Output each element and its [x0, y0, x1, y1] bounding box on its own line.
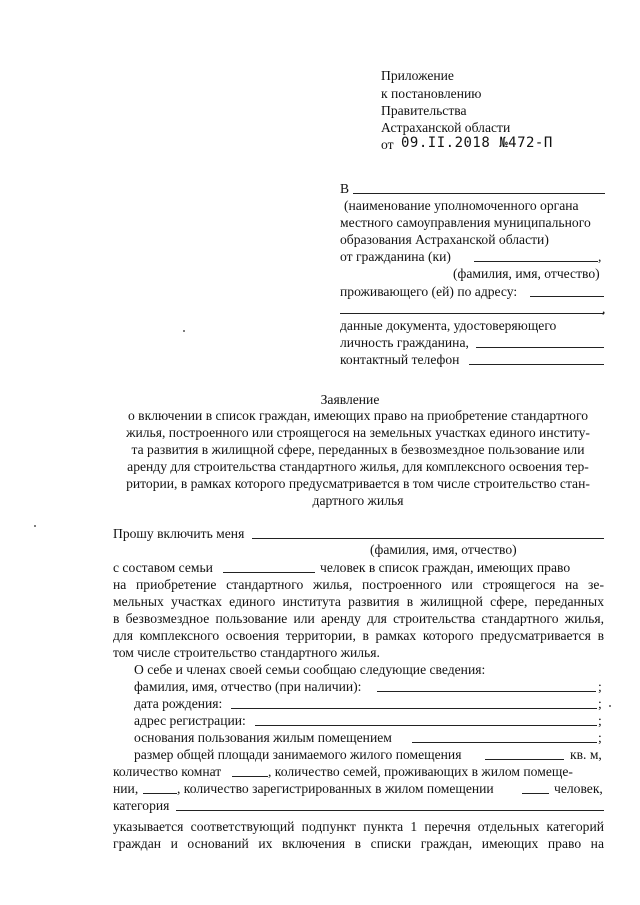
- field-fio-line: [377, 691, 596, 692]
- org-hint-2: местного самоуправления муниципального: [340, 215, 591, 230]
- from-name-hint: (фамилия, имя, отчество): [453, 266, 600, 281]
- final-line-1: указывается соответствующий подпункт пункта 1 перечня отдельных категорий: [113, 819, 604, 834]
- statement-subtitle-2: жилья, построенного или строящегося на земельных участках единого институ-: [126, 425, 590, 440]
- field-birth-semicolon: ;: [598, 696, 602, 711]
- statement-subtitle-4: аренду для строительства стандартного жилья, для комплексного освоения тер-: [127, 459, 589, 474]
- annex-line-3: Правительства: [381, 103, 467, 118]
- field-fio-label: фамилия, имя, отчество (при наличии):: [134, 679, 362, 694]
- info-intro: О себе и членах своей семьи сообщаю следующие сведения:: [134, 662, 486, 677]
- families-blank-line: [143, 793, 177, 794]
- paragraph-line-4: для комплексного освоения территории, в рамках которого предусматривается в: [113, 628, 604, 643]
- org-blank-line: [353, 193, 605, 194]
- phone-label: контактный телефон: [340, 352, 460, 367]
- org-hint-1: (наименование уполномоченного органа: [344, 198, 579, 213]
- category-label: категория: [113, 798, 170, 813]
- statement-subtitle-5: ритории, в рамках которого предусматривается в том числе строительство стан-: [126, 476, 590, 491]
- area-blank-line: [485, 759, 564, 760]
- statement-subtitle-1: о включении в список граждан, имеющих право на приобретение стандартного: [127, 408, 589, 423]
- rooms-blank-line: [232, 776, 268, 777]
- premises-word: нии,: [113, 781, 139, 796]
- annex-date-prefix: от: [381, 137, 394, 152]
- paragraph-last-line: том числе строительство стандартного жилья.: [113, 645, 380, 660]
- registered-label: , количество зарегистрированных в жилом помещении: [177, 781, 494, 796]
- final-line-2: граждан и оснований их включения в списки граждан, имеющих право на: [113, 836, 604, 851]
- annex-line-1: Приложение: [381, 68, 454, 83]
- doc-hint-2: личность гражданина,: [340, 335, 469, 350]
- address-label: проживающего (ей) по адресу:: [340, 284, 518, 299]
- from-comma: ,: [598, 249, 602, 264]
- annex-line-2: к постановлению: [381, 86, 482, 101]
- category-blank-line: [176, 810, 604, 811]
- area-unit: кв. м,: [570, 747, 602, 762]
- annex-date-stamp: 09.II.2018 №472-П: [401, 135, 553, 151]
- family-rest: человек в список граждан, имеющих право: [320, 560, 571, 575]
- request-hint: (фамилия, имя, отчество): [370, 542, 517, 557]
- statement-subtitle-3: та развития в жилищной сфере, переданных в безвозмездное пользование или: [131, 442, 585, 457]
- field-basis-label: основания пользования жилым помещением: [134, 730, 392, 745]
- families-label: , количество семей, проживающих в жилом помеще-: [268, 764, 573, 779]
- scan-speck: [609, 705, 611, 707]
- area-prefix: размер общей площади занимаемого жилого помещения: [134, 747, 462, 762]
- address-blank-line: [530, 296, 604, 297]
- field-address-label: адрес регистрации:: [134, 713, 246, 728]
- phone-blank-line: [469, 364, 604, 365]
- to-prefix: В: [340, 181, 350, 196]
- paragraph-line-2: мельных участках единого института развития в жилищной сфере, переданных: [113, 594, 604, 609]
- doc-hint-1: данные документа, удостоверяющего: [340, 318, 557, 333]
- scan-speck: [34, 525, 36, 527]
- family-blank-line: [223, 572, 315, 573]
- registered-blank-line: [522, 793, 549, 794]
- statement-title: Заявление: [320, 392, 380, 407]
- org-hint-3: образования Астраханской области): [340, 232, 549, 247]
- annex-line-4: Астраханской области: [381, 120, 511, 135]
- field-birth-label: дата рождения:: [134, 696, 223, 711]
- address-comma: ,: [602, 301, 606, 316]
- paragraph-line-3: в безвозмездное пользование или аренду для строительства стандартного жилья,: [113, 611, 604, 626]
- field-address-line: [255, 725, 597, 726]
- persons-word: человек,: [554, 781, 603, 796]
- address-blank-line-2: [340, 313, 604, 314]
- field-basis-line: [412, 742, 597, 743]
- request-label: Прошу включить меня: [113, 526, 245, 541]
- rooms-label: количество комнат: [113, 764, 222, 779]
- statement-subtitle-6: дартного жилья: [312, 493, 404, 508]
- family-prefix: с составом семьи: [113, 560, 213, 575]
- paragraph-line-1: на приобретение стандартного жилья, построенного или строящегося на зе-: [113, 577, 604, 592]
- from-blank-line: [474, 261, 598, 262]
- field-birth-line: [231, 708, 597, 709]
- field-basis-semicolon: ;: [598, 730, 602, 745]
- from-label: от гражданина (ки): [340, 249, 451, 264]
- scan-speck: [183, 330, 185, 332]
- doc-blank-line: [476, 347, 604, 348]
- field-address-semicolon: ;: [598, 713, 602, 728]
- request-blank-line: [252, 538, 604, 539]
- field-fio-semicolon: ;: [598, 679, 602, 694]
